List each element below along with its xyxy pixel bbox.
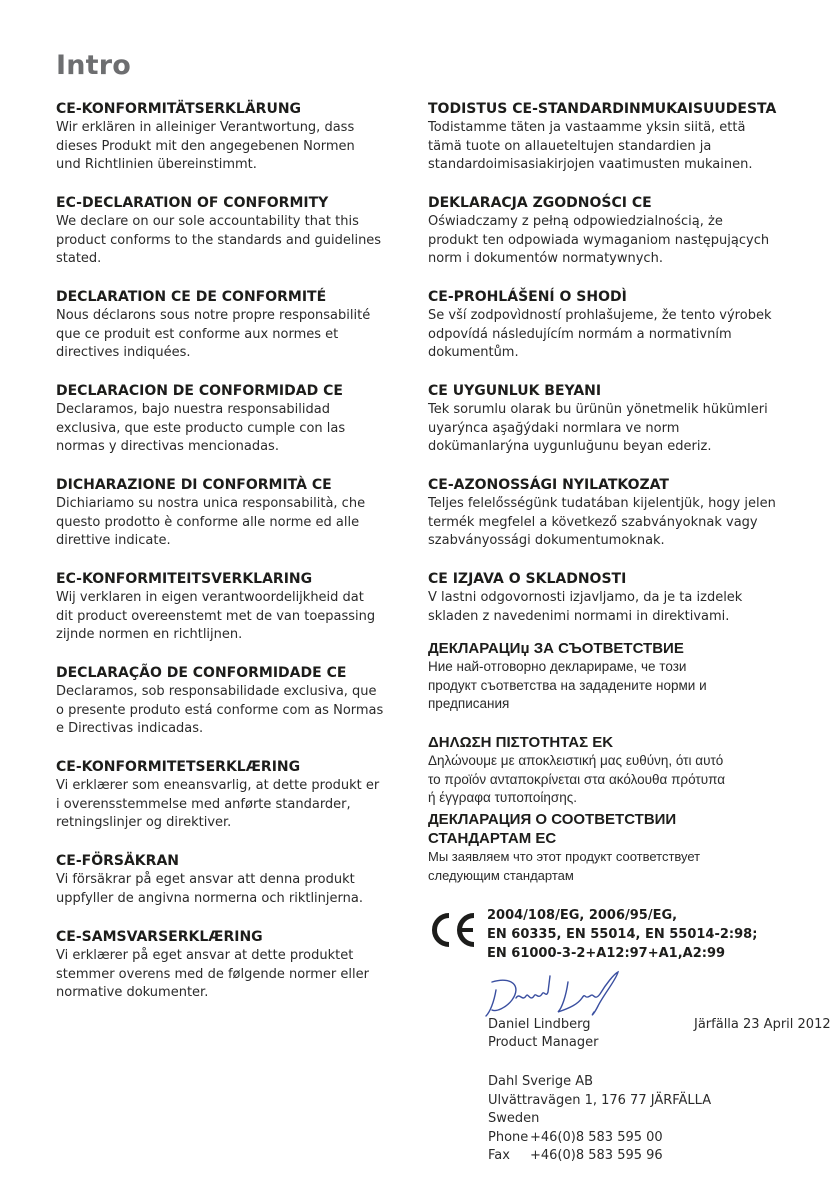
left-column: [56, 100, 416, 1022]
declaration-body: Δηλώνουμε με αποκλειστική μας ευθύνη, ότι αυτό το προϊόν ανταποκρίνεται στα ακόλουθα πρότυπα ή έγγραφα τυποποίησης.: [428, 753, 726, 805]
page-title: Intro: [56, 50, 132, 81]
declaration-body: Declaramos, bajo nuestra responsabilidad exclusiva, que este producto cumple con las normas y directivas mencionadas.: [56, 402, 346, 454]
company-address: Ulvättravägen 1, 176 77 JÄRFÄLLA: [488, 1092, 712, 1108]
declaration-pt: [56, 664, 416, 758]
declaration-heading: EC-DECLARATION OF CONFORMITY: [56, 195, 329, 211]
declaration-heading: CE-AZONOSSÁGI NYILATKOZAT: [428, 477, 669, 493]
declaration-heading: CE-SAMSVARSERKLÆRING: [56, 929, 263, 945]
signature-icon: [482, 968, 632, 1020]
declaration-fr: [56, 288, 416, 382]
declaration-it: [56, 476, 416, 570]
phone-number: +46(0)8 583 595 00: [530, 1129, 663, 1145]
declaration-heading: DEKLARACJA ZGODNOŚCI CE: [428, 195, 652, 211]
declaration-nl: [56, 570, 416, 664]
declaration-bg: [428, 639, 828, 733]
declaration-body: Dichiariamo su nostra unica responsabilità, che questo prodotto è conforme alle norme ed alle direttive indicate.: [56, 496, 366, 548]
declaration-el: [428, 733, 828, 810]
declaration-body: Declaramos, sob responsabilidade exclusiva, que o presente produto está conforme com as Normas e Directivas indicadas.: [56, 684, 384, 736]
declaration-heading: CE-KONFORMITETSERKLÆRING: [56, 759, 301, 775]
declaration-heading: DECLARACION DE CONFORMIDAD CE: [56, 383, 343, 399]
declaration-body: Teljes felelősségünk tudatában kijelentjük, hogy jelen termék megfelel a következő szabványoknak vagy szabványossági dokumentumoknak.: [428, 496, 776, 548]
declaration-body: Wij verklaren in eigen verantwoordelijkheid dat dit product overeenstemt met de van toepassing zijnde normen en richtlijnen.: [56, 590, 376, 642]
declaration-body: Tek sorumlu olarak bu ürünün yönetmelik hükümleri uyarýnca aşağýdaki normlara ve norm dokümanlarýna uygunluğunu beyan ederiz.: [428, 402, 768, 454]
declaration-no: [56, 928, 416, 1022]
declaration-body: V lastni odgovornosti izjavljamo, da je ta izdelek skladen z navedenimi normami in direktivami.: [428, 590, 743, 624]
declaration-heading: DICHARAZIONE DI CONFORMITÀ CE: [56, 477, 332, 493]
declaration-heading: CE-PROHLÁŠENÍ O SHODÌ: [428, 289, 627, 305]
declaration-body: Se vší zodpovìdností prohlašujeme, že tento výrobek odpovídá následujícím normám a normativním dokumentům.: [428, 308, 772, 360]
declaration-sl: [428, 570, 828, 639]
declaration-fi: [428, 100, 828, 194]
declaration-heading: CE-FÖRSÄKRAN: [56, 853, 179, 869]
declaration-body: Oświadczamy z pełną odpowiedzialnością, że produkt ten odpowiada wymaganiom następujących norm i dokumentów normatywnych.: [428, 214, 770, 266]
declaration-heading: ΔΗΛΩΣΗ ΠΙΣΤΟΤΗΤΑΣ ΕΚ: [428, 734, 614, 751]
signer-title: Product Manager: [488, 1035, 599, 1050]
company-block: [488, 1073, 711, 1166]
declaration-body: Wir erklären in alleiniger Verantwortung, dass dieses Produkt mit den angegebenen Normen und Richtlinien übereinstimmt.: [56, 120, 355, 172]
declaration-en: [56, 194, 416, 288]
declaration-ru: [428, 810, 828, 904]
declaration-hu: [428, 476, 828, 570]
declaration-de: [56, 100, 416, 194]
place-date: Järfälla 23 April 2012: [694, 1017, 831, 1032]
declaration-heading: TODISTUS CE-STANDARDINMUKAISUUDESTA: [428, 101, 777, 117]
ce-mark-icon: [428, 912, 478, 948]
declaration-body: Vi erklærer på eget ansvar at dette produktet stemmer overens med de følgende normer eller normative dokumenter.: [56, 948, 369, 1000]
declaration-heading: DECLARAÇÃO DE CONFORMIDADE CE: [56, 665, 347, 681]
declaration-body: Nous déclarons sous notre propre responsabilité que ce produit est conforme aux normes et directives indiquées.: [56, 308, 371, 360]
company-country: Sweden: [488, 1111, 540, 1127]
right-column: [428, 100, 828, 904]
declaration-body: Vi försäkrar på eget ansvar att denna produkt uppfyller de angivna normerna och riktlinjerna.: [56, 872, 363, 906]
fax-label: Fax: [488, 1148, 510, 1164]
company-name: Dahl Sverige AB: [488, 1074, 594, 1089]
signer-name: Daniel Lindberg: [488, 1017, 591, 1032]
declaration-heading: ДЕКЛАРАЦИџ ЗА СЪОТВЕТСТВИЕ: [428, 640, 684, 657]
declaration-heading: ДЕКЛАРАЦИЯ О СООТВЕТСТВИИ СТАНДАРТАМ ЕС: [428, 811, 677, 847]
declaration-es: [56, 382, 416, 476]
declaration-tr: [428, 382, 828, 476]
signer-block: [488, 1016, 598, 1052]
declaration-body: Todistamme täten ja vastaamme yksin siitä, että tämä tuote on allaueteltujen standardien ja standardoimisasiakirjojen vaatimusten mukainen.: [428, 120, 753, 172]
company-fax: [488, 1147, 711, 1166]
declaration-sv: [56, 852, 416, 928]
declaration-heading: DECLARATION CE DE CONFORMITÉ: [56, 289, 327, 305]
declaration-body: Vi erklærer som eneansvarlig, at dette produkt er i overensstemmelse med anførte standarder, retningslinjer og direktiver.: [56, 778, 380, 830]
phone-label: Phone: [488, 1129, 529, 1145]
fax-number: +46(0)8 583 595 96: [530, 1148, 663, 1164]
declaration-heading: CE IZJAVA O SKLADNOSTI: [428, 571, 627, 587]
declaration-body: Мы заявляем что этот продукт соответствует следующим стандартам: [428, 849, 701, 883]
standards-list: 2004/108/EG, 2006/95/EG, EN 60335, EN 55014, EN 55014-2:98; EN 61000-3-2+A12:97+A1,A2:99: [487, 908, 758, 961]
declaration-cs: [428, 288, 828, 382]
declaration-pl: [428, 194, 828, 288]
declaration-heading: CE-KONFORMITÄTSERKLÄRUNG: [56, 101, 302, 117]
declaration-body: Ние най-отговорно декларираме, че този продукт съответства на зададените норми и предписания: [428, 659, 707, 711]
declaration-heading: EC-KONFORMITEITSVERKLARING: [56, 571, 313, 587]
declaration-body: We declare on our sole accountability that this product conforms to the standards and guidelines stated.: [56, 214, 382, 266]
company-phone: [488, 1129, 711, 1148]
declaration-heading: CE UYGUNLUK BEYANI: [428, 383, 602, 399]
declaration-da: [56, 758, 416, 852]
